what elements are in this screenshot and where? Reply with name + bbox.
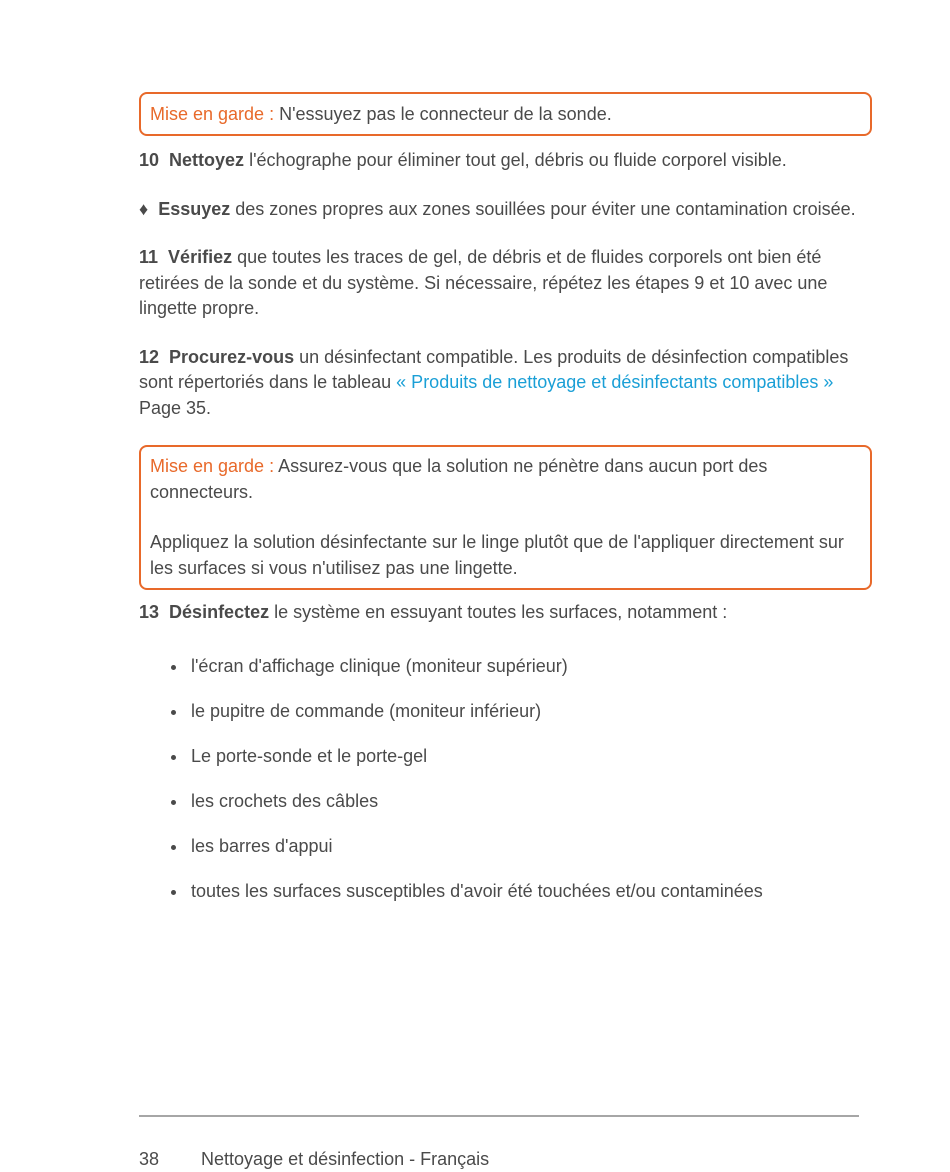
step-10: [139, 148, 872, 174]
list-item-text: les crochets des câbles: [191, 790, 379, 811]
footer-section-title: Nettoyage et désinfection - Français: [201, 1149, 490, 1169]
list-item: [139, 879, 872, 924]
step-text: le système en essuyant toutes les surfaces, notamment :: [269, 602, 728, 622]
caution-paragraph: [150, 454, 860, 505]
list-item-text: le pupitre de commande (moniteur inférieur): [191, 700, 542, 721]
bullet-dot-icon: [171, 755, 176, 760]
bullet-dot-icon: [171, 800, 176, 805]
list-item-text: toutes les surfaces susceptibles d'avoir été touchées et/ou contaminées: [191, 880, 763, 901]
step-number: 12: [139, 346, 160, 367]
list-item: [139, 744, 872, 789]
list-item: [139, 654, 872, 699]
caution-label: Mise en garde :: [150, 456, 275, 476]
bullet-dot-icon: [171, 845, 176, 850]
step-number: 10: [139, 150, 160, 170]
step-number: 11: [139, 247, 159, 267]
step-text: que toutes les traces de gel, de débris et de fluides corporels ont bien été retirées de la sonde et du système. Si nécessaire, répétez les étapes 9 et 10 avec une lingette propre.: [139, 247, 828, 318]
caution-box: [139, 445, 872, 590]
wipe-note: [139, 197, 872, 223]
caution-label: Mise en garde :: [150, 104, 275, 124]
list-item-text: Le porte-sonde et le porte-gel: [191, 745, 428, 766]
list-item: [139, 699, 872, 744]
step-number: 13: [139, 602, 160, 622]
step-13: [139, 600, 872, 626]
bullet-dot-icon: [171, 890, 176, 895]
step-verb: Vérifiez: [168, 247, 233, 267]
step-verb: Désinfectez: [169, 602, 270, 622]
note-text: des zones propres aux zones souillées pour éviter une contamination croisée.: [230, 198, 856, 219]
page-content: [139, 92, 872, 924]
step-verb: Procurez-vous: [169, 346, 295, 367]
step-12: [139, 345, 872, 422]
compatible-products-link[interactable]: « Produits de nettoyage et désinfectants compatibles »: [396, 372, 834, 392]
list-item: [139, 789, 872, 834]
list-item-text: les barres d'appui: [191, 835, 333, 856]
step-text-after-link: Page 35.: [139, 397, 212, 418]
page-footer: [139, 1147, 489, 1172]
list-item-text: l'écran d'affichage clinique (moniteur supérieur): [191, 655, 568, 676]
caution-paragraph-2: Appliquez la solution désinfectante sur le linge plutôt que de l'appliquer directement sur les surfaces si vous n'utilisez pas une lingette.: [150, 532, 844, 578]
list-item: [139, 834, 872, 879]
step-verb: Nettoyez: [169, 150, 245, 170]
bullet-dot-icon: [171, 710, 176, 715]
note-verb: Essuyez: [158, 198, 231, 219]
bullet-dot-icon: [171, 665, 176, 670]
caution-text: N'essuyez pas le connecteur de la sonde.: [274, 104, 612, 124]
caution-text: Assurez-vous que la solution ne pénètre dans aucun port des connecteurs.: [150, 456, 768, 502]
footer-divider: [139, 1115, 859, 1117]
surfaces-list: [139, 654, 872, 924]
step-text-before-link: un désinfectant compatible. Les produits de désinfection compatibles sont répertoriés dans le tableau: [139, 346, 849, 392]
caution-box: [139, 92, 872, 136]
page-number: 38: [139, 1149, 160, 1169]
diamond-bullet-icon: ♦: [139, 198, 149, 219]
step-11: [139, 245, 872, 322]
step-text: l'échographe pour éliminer tout gel, débris ou fluide corporel visible.: [244, 150, 787, 170]
